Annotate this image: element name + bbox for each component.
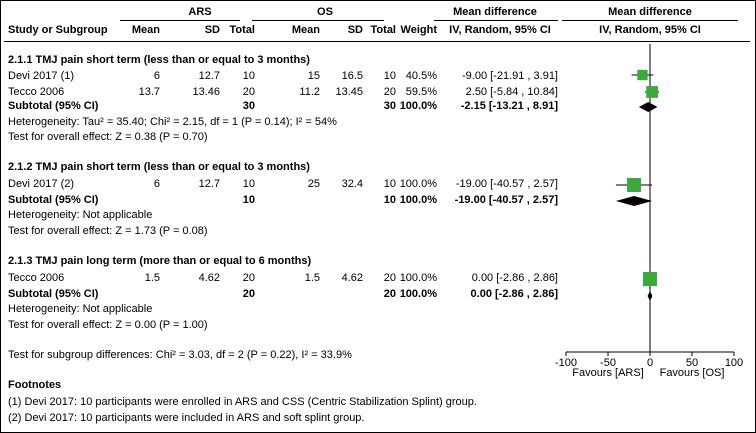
md-ci: 2.50 [-5.84 , 10.84] <box>465 86 558 98</box>
x-tick-label: 100 <box>724 357 744 369</box>
col-weight: Weight <box>400 24 437 36</box>
x-tick-label: 50 <box>685 357 699 369</box>
mean-ars: 6 <box>153 178 160 190</box>
md-ci: 0.00 [-2.86 , 2.86] <box>471 272 558 284</box>
study-name: Tecco 2006 <box>8 86 65 98</box>
col-total-os: Total <box>370 24 396 36</box>
weight: 59.5% <box>405 86 437 98</box>
col-mean-ars: Mean <box>131 24 160 36</box>
subtotal-ci: -19.00 [-40.57 , 2.57] <box>454 194 558 206</box>
study-name: Devi 2017 (1) <box>8 70 75 82</box>
os-group-header: OS <box>317 6 333 18</box>
md-ci: -9.00 [-21.91 , 3.91] <box>461 70 558 82</box>
subgroup-title: 2.1.3 TMJ pain long term (more than or equal to 6 months) <box>8 255 312 267</box>
total-ars: 20 <box>242 86 255 98</box>
subtotal-weight: 100.0% <box>399 194 437 206</box>
footnotes-title: Footnotes <box>8 379 62 391</box>
subtotal-total-ars: 20 <box>242 288 255 300</box>
sd-os: 32.4 <box>341 178 363 190</box>
total-os: 20 <box>383 272 396 284</box>
subgroup-title: 2.1.1 TMJ pain short term (less than or equal to 3 months) <box>8 54 310 66</box>
mean-os: 15 <box>307 70 320 82</box>
heterogeneity-text: Heterogeneity: Tau² = 35.40; Chi² = 2.15, df = 1 (P = 0.14); I² = 54% <box>8 116 337 128</box>
subgroup-title: 2.1.2 TMJ pain short term (less than or equal to 3 months) <box>8 161 310 173</box>
subtotal-total-os: 30 <box>383 100 396 112</box>
total-os: 20 <box>383 86 396 98</box>
sd-ars: 12.7 <box>198 178 220 190</box>
mean-ars: 13.7 <box>138 86 160 98</box>
sd-ars: 4.62 <box>198 272 220 284</box>
subgroup-differences-text: Test for subgroup differences: Chi² = 3.03, df = 2 (P = 0.22), I² = 33.9% <box>8 349 352 361</box>
study-effect-square <box>627 178 641 192</box>
weight: 100.0% <box>399 272 437 284</box>
subtotal-diamond <box>639 102 658 112</box>
md-plot-header: Mean difference <box>608 6 692 18</box>
overall-effect-text: Test for overall effect: Z = 1.73 (P = 0.08) <box>8 225 208 237</box>
col-study: Study or Subgroup <box>8 24 108 36</box>
subtotal-diamond <box>648 291 653 301</box>
study-name: Devi 2017 (2) <box>8 178 75 190</box>
sd-ars: 13.46 <box>192 86 220 98</box>
md-ci: -19.00 [-40.57 , 2.57] <box>455 178 558 190</box>
footnote-line: (1) Devi 2017: 10 participants were enrolled in ARS and CSS (Centric Stabilization Splint) group. <box>8 396 477 408</box>
col-md-ci: IV, Random, 95% CI <box>449 24 551 36</box>
total-os: 10 <box>383 70 396 82</box>
heterogeneity-text: Heterogeneity: Not applicable <box>8 303 153 315</box>
mean-os: 11.2 <box>299 86 320 98</box>
study-effect-square <box>637 70 647 80</box>
sd-os: 13.45 <box>335 86 363 98</box>
study-effect-square <box>643 272 657 286</box>
sd-ars: 12.7 <box>198 70 220 82</box>
subtotal-label: Subtotal (95% CI) <box>8 100 99 112</box>
weight: 40.5% <box>405 70 437 82</box>
subtotal-total-ars: 30 <box>242 100 255 112</box>
subtotal-weight: 100.0% <box>399 100 437 112</box>
sd-os: 4.62 <box>341 272 363 284</box>
favours-right-label: Favours [OS] <box>659 367 725 379</box>
mean-os: 25 <box>307 178 320 190</box>
total-ars: 10 <box>242 178 255 190</box>
col-total-ars: Total <box>229 24 255 36</box>
md-header: Mean difference <box>453 6 537 18</box>
study-effect-square <box>646 86 658 98</box>
subtotal-ci: 0.00 [-2.86 , 2.86] <box>470 288 558 300</box>
subtotal-total-os: 20 <box>383 288 396 300</box>
x-tick-label: 0 <box>646 357 654 369</box>
subtotal-total-ars: 10 <box>242 194 255 206</box>
heterogeneity-text: Heterogeneity: Not applicable <box>8 209 153 221</box>
col-sd-os: SD <box>347 24 363 36</box>
col-mean-os: Mean <box>291 24 320 36</box>
overall-effect-text: Test for overall effect: Z = 0.00 (P = 1.00) <box>8 319 208 331</box>
col-md-plot: IV, Random, 95% CI <box>599 24 701 36</box>
x-tick-label: -50 <box>600 357 616 369</box>
favours-left-label: Favours [ARS] <box>572 367 644 379</box>
total-os: 10 <box>383 178 396 190</box>
mean-ars: 6 <box>153 70 160 82</box>
subtotal-weight: 100.0% <box>399 288 437 300</box>
subtotal-label: Subtotal (95% CI) <box>8 194 99 206</box>
weight: 100.0% <box>399 178 437 190</box>
total-ars: 10 <box>242 70 255 82</box>
ars-group-header: ARS <box>188 6 212 18</box>
mean-ars: 1.5 <box>144 272 160 284</box>
mean-os: 1.5 <box>304 272 320 284</box>
subtotal-label: Subtotal (95% CI) <box>8 288 99 300</box>
col-sd-ars: SD <box>204 24 220 36</box>
footnote-line: (2) Devi 2017: 10 participants were included in ARS and soft splint group. <box>8 412 365 424</box>
sd-os: 16.5 <box>341 70 363 82</box>
subtotal-total-os: 10 <box>383 194 396 206</box>
total-ars: 20 <box>242 272 255 284</box>
subtotal-diamond <box>616 196 652 206</box>
subtotal-ci: -2.15 [-13.21 , 8.91] <box>460 100 558 112</box>
x-tick-label: -100 <box>554 357 578 369</box>
overall-effect-text: Test for overall effect: Z = 0.38 (P = 0.70) <box>8 131 208 143</box>
study-name: Tecco 2006 <box>8 272 65 284</box>
